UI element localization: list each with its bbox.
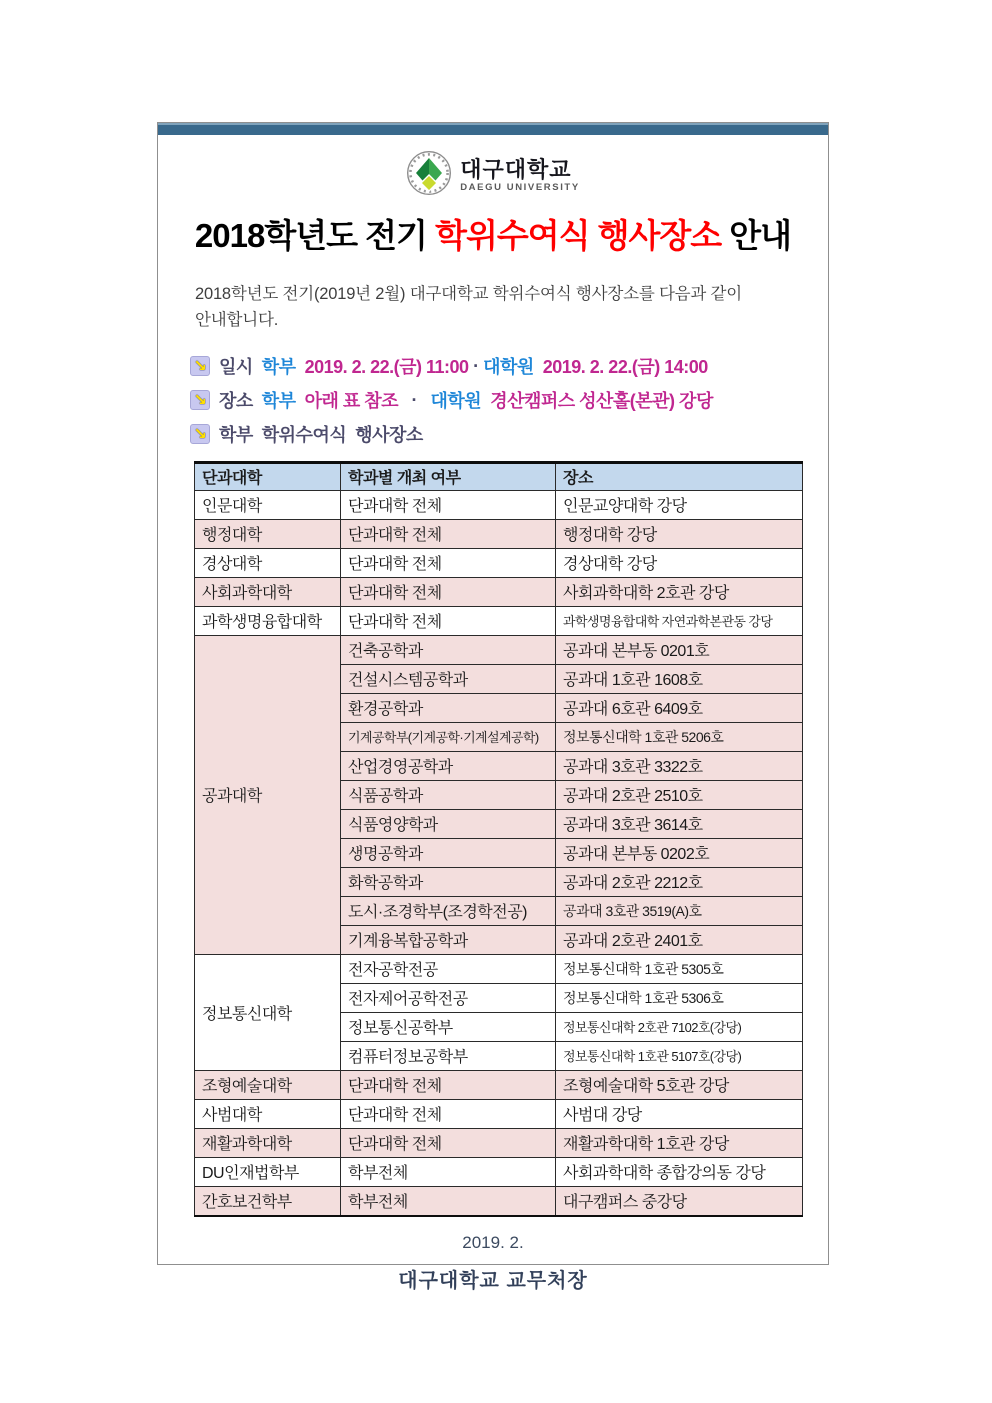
table-row	[195, 520, 803, 549]
college-cell: 인문대학	[195, 491, 341, 520]
venue-cell: 조형예술대학 5호관 강당	[556, 1071, 803, 1100]
venue-cell: 경상대학 강당	[556, 549, 803, 578]
bullet-segment: 장소	[219, 391, 262, 412]
logo-university-name: 대구대학교	[460, 157, 572, 183]
arrow-bullet-icon: ↘	[190, 356, 210, 376]
college-cell: 재활과학대학	[195, 1129, 341, 1158]
college-cell: 조형예술대학	[195, 1071, 341, 1100]
department-cell: 컴퓨터정보공학부	[341, 1042, 556, 1071]
table-row	[195, 1158, 803, 1187]
venue-cell: 공과대 3호관 3614호	[556, 810, 803, 839]
bullet-segment: 학부	[261, 357, 305, 378]
venue-cell: 공과대 2호관 2401호	[556, 926, 803, 955]
arrow-bullet-icon: ↘	[190, 390, 210, 410]
department-cell: 단과대학 전체	[341, 578, 556, 607]
department-cell: 정보통신공학부	[341, 1013, 556, 1042]
venue-cell: 재활과학대학 1호관 강당	[556, 1129, 803, 1158]
department-cell: 학부전체	[341, 1158, 556, 1187]
department-cell: 환경공학과	[341, 694, 556, 723]
venue-cell: 공과대 3호관 3322호	[556, 752, 803, 781]
department-cell: 전자공학전공	[341, 955, 556, 984]
department-cell: 식품영양학과	[341, 810, 556, 839]
bullet-segment: 아래 표 참조	[304, 391, 399, 412]
venue-cell: 대구캠퍼스 중강당	[556, 1187, 803, 1216]
venue-table-body	[195, 491, 803, 1216]
bullet-segment: 경산캠퍼스 성산홀(본관) 강당	[490, 391, 713, 412]
top-accent-bar	[158, 123, 828, 135]
venue-cell: 공과대 3호관 3519(A)호	[556, 897, 803, 926]
college-cell: 행정대학	[195, 520, 341, 549]
department-cell: 생명공학과	[341, 839, 556, 868]
column-header: 장소	[556, 463, 803, 491]
page-title	[158, 210, 828, 257]
department-cell: 단과대학 전체	[341, 1100, 556, 1129]
venue-cell: 인문교양대학 강당	[556, 491, 803, 520]
college-cell: DU인재법학부	[195, 1158, 341, 1187]
department-cell: 단과대학 전체	[341, 1071, 556, 1100]
department-cell: 학부전체	[341, 1187, 556, 1216]
department-cell: 화학공학과	[341, 868, 556, 897]
venue-cell: 공과대 2호관 2510호	[556, 781, 803, 810]
department-cell: 기계공학부(기계공학·기계설계공학)	[341, 723, 556, 752]
venue-cell: 공과대 본부동 0202호	[556, 839, 803, 868]
college-cell: 과학생명융합대학	[195, 607, 341, 636]
bullet-segment: 대학원	[430, 391, 491, 412]
venue-cell: 공과대 1호관 1608호	[556, 665, 803, 694]
bullet-line	[190, 383, 828, 417]
venue-cell: 정보통신대학 1호관 5305호	[556, 955, 803, 984]
venue-cell: 정보통신대학 1호관 5107호(강당)	[556, 1042, 803, 1071]
table-row	[195, 491, 803, 520]
venue-cell: 정보통신대학 2호관 7102호(강당)	[556, 1013, 803, 1042]
table-row	[195, 1100, 803, 1129]
college-cell: 사회과학대학	[195, 578, 341, 607]
bullet-segment: ·	[398, 389, 431, 410]
venue-table-header	[195, 463, 803, 491]
venue-cell: 공과대 6호관 6409호	[556, 694, 803, 723]
department-cell: 식품공학과	[341, 781, 556, 810]
table-row	[195, 636, 803, 665]
intro-line: 2018학년도 전기(2019년 2월) 대구대학교 학위수여식 행사장소를 다음과 같이	[195, 285, 743, 303]
venue-cell: 과학생명융합대학 자연과학본관동 강당	[556, 607, 803, 636]
bullet-line	[190, 349, 828, 383]
venue-cell: 사범대 강당	[556, 1100, 803, 1129]
table-row	[195, 1071, 803, 1100]
department-cell: 전자제어공학전공	[341, 984, 556, 1013]
venue-cell: 사회과학대학 2호관 강당	[556, 578, 803, 607]
department-cell: 단과대학 전체	[341, 491, 556, 520]
notice-page	[157, 122, 829, 1292]
bullet-list	[190, 349, 828, 451]
bullet-segment: ·	[468, 355, 484, 376]
college-cell: 공과대학	[195, 636, 341, 955]
college-cell: 간호보건학부	[195, 1187, 341, 1216]
bullet-segment: 학부 학위수여식 행사장소	[219, 425, 423, 446]
bullet-segment: 학부	[261, 391, 305, 412]
footer-date: 2019. 2.	[462, 1232, 524, 1252]
table-header-row	[195, 463, 803, 491]
table-row	[195, 607, 803, 636]
logo-university-name-en: DAEGU UNIVERSITY	[460, 181, 580, 193]
column-header: 학과별 개최 여부	[341, 463, 556, 491]
college-cell: 정보통신대학	[195, 955, 341, 1071]
bullet-segment: 대학원	[483, 357, 543, 378]
arrow-bullet-icon: ↘	[190, 424, 210, 444]
table-row	[195, 955, 803, 984]
table-row	[195, 1187, 803, 1216]
bullet-segment: 2019. 2. 22.(금) 14:00	[542, 357, 708, 378]
venue-cell: 정보통신대학 1호관 5306호	[556, 984, 803, 1013]
college-cell: 사범대학	[195, 1100, 341, 1129]
title-highlight: 학위수여식 행사장소	[435, 217, 722, 254]
department-cell: 단과대학 전체	[341, 520, 556, 549]
venue-cell: 공과대 본부동 0201호	[556, 636, 803, 665]
university-emblem-icon	[406, 150, 452, 201]
title-suffix: 안내	[721, 217, 792, 254]
bullet-segment: 일시	[219, 357, 262, 378]
table-row	[195, 578, 803, 607]
intro-paragraph	[195, 282, 798, 333]
venue-cell: 정보통신대학 1호관 5206호	[556, 723, 803, 752]
venue-table	[194, 461, 803, 1217]
venue-cell: 행정대학 강당	[556, 520, 803, 549]
venue-cell: 사회과학대학 종합강의동 강당	[556, 1158, 803, 1187]
college-cell: 경상대학	[195, 549, 341, 578]
department-cell: 도시·조경학부(조경학전공)	[341, 897, 556, 926]
department-cell: 단과대학 전체	[341, 607, 556, 636]
university-logo	[158, 150, 828, 201]
column-header: 단과대학	[195, 463, 341, 491]
bullet-segment: 2019. 2. 22.(금) 11:00	[304, 357, 469, 378]
footer-signature: 대구대학교 교무처장	[398, 1269, 588, 1292]
table-row	[195, 1129, 803, 1158]
title-prefix: 2018학년도 전기	[194, 217, 436, 254]
bullet-line	[190, 417, 828, 451]
intro-line: 안내합니다.	[195, 310, 279, 329]
department-cell: 건축공학과	[341, 636, 556, 665]
department-cell: 기계융복합공학과	[341, 926, 556, 955]
department-cell: 건설시스템공학과	[341, 665, 556, 694]
department-cell: 단과대학 전체	[341, 549, 556, 578]
venue-cell: 공과대 2호관 2212호	[556, 868, 803, 897]
department-cell: 산업경영공학과	[341, 752, 556, 781]
table-row	[195, 549, 803, 578]
department-cell: 단과대학 전체	[341, 1129, 556, 1158]
